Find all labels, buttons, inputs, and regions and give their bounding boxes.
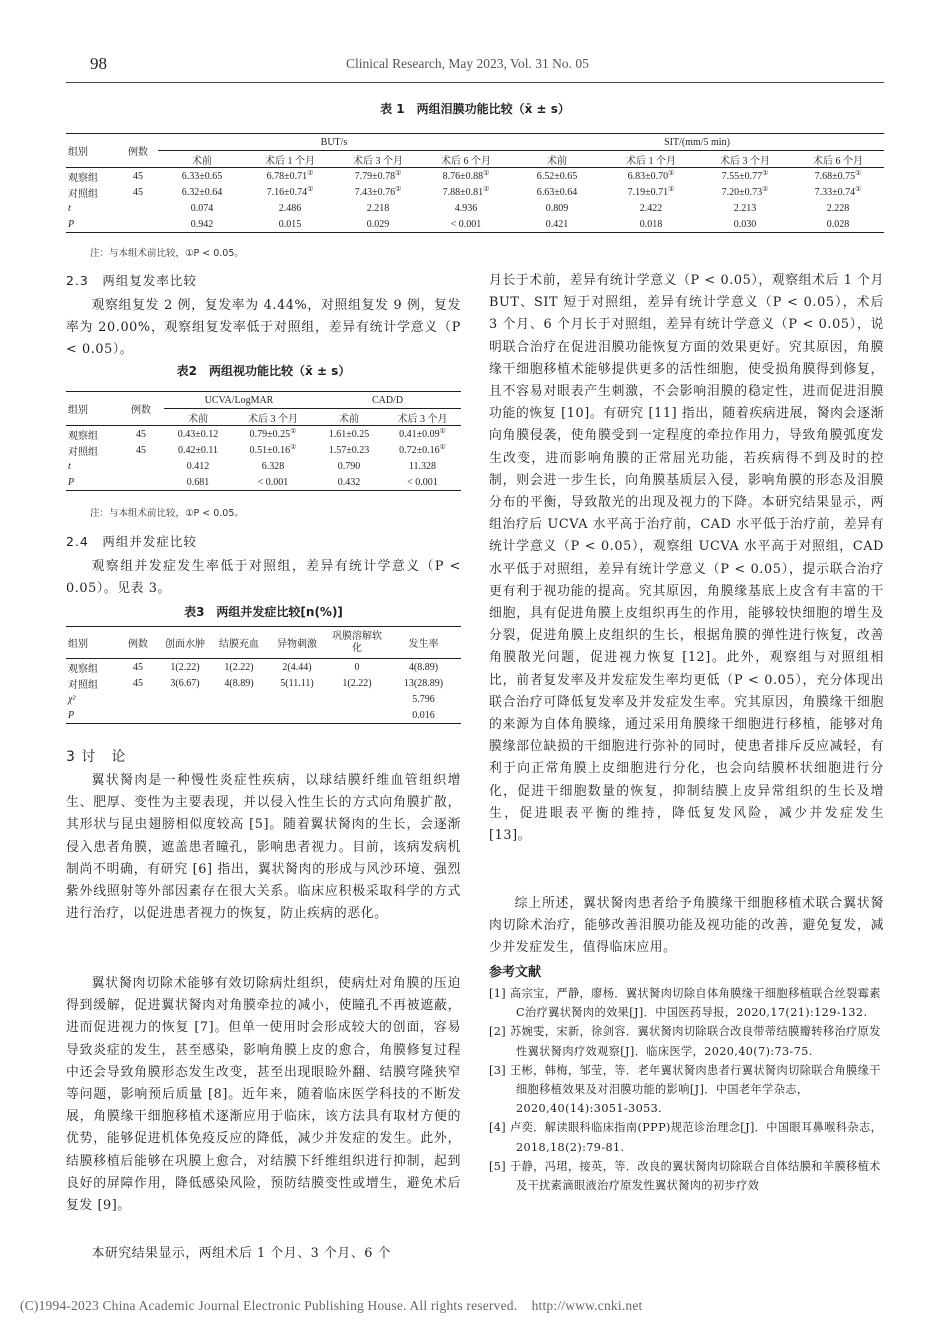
page-number: 98 (90, 54, 107, 73)
table1-cell: 0.074 (190, 202, 214, 214)
table3-cell (118, 691, 158, 707)
value: 0.41±0.09 (399, 428, 440, 440)
table-row (66, 216, 884, 233)
table-row (66, 168, 884, 185)
reference-item: [2] 苏婉雯，宋新，徐剑容．翼状胬肉切除联合改良带蒂结膜瓣转移治疗原发性翼状胬肉疗效观察[J]．临床医学，2020,40(7):73-75. (489, 1025, 881, 1058)
table2-cell: 11.328 (408, 460, 437, 472)
table1-cell (510, 168, 604, 185)
table3-cell (328, 691, 386, 707)
table2-cell: < 0.001 (407, 476, 438, 488)
table3-cell: 5(11.11) (280, 677, 314, 689)
table2-header-n: 例数 (131, 405, 151, 416)
table3-cell: 13(28.89) (403, 677, 444, 689)
table1-cell: 2.218 (366, 202, 390, 214)
value: 6.52±0.65 (536, 170, 578, 182)
table-row (66, 707, 461, 724)
table3-cell: 2(4.44) (282, 661, 312, 673)
table3-cell: χ² (68, 693, 76, 705)
table3-cell (266, 691, 328, 707)
table3-cell (118, 707, 158, 724)
table3-head: 巩膜溶解软化 (332, 630, 382, 654)
mark: ① (307, 168, 314, 177)
table3 (66, 626, 461, 724)
value: 6.32±0.64 (181, 186, 223, 198)
table3-cell (158, 707, 212, 724)
table2-cell (314, 442, 384, 458)
reference-item: [1] 高宗宝，严静，廖杨．翼状胬肉切除自体角膜缘干细胞移植联合丝裂霉素C治疗翼状胬肉的效果[J]．中国医药导报，2020,17(21):129-132. (489, 987, 881, 1020)
table1-note: 注：与本组术前比较，①P < 0.05。 (90, 248, 244, 259)
table2-sub: 术后 3 个月 (397, 413, 448, 425)
value: 6.63±0.64 (536, 186, 578, 198)
reference-item: [4] 卢奕．解读眼科临床指南(PPP)规范诊治理念[J]．中国眼耳鼻喉科杂志，2018,18(2):79-81. (489, 1121, 883, 1154)
mark: ① (439, 442, 446, 451)
conclusion-paragraph: 综上所述，翼状胬肉患者给予角膜缘干细胞移植术联合翼状胬肉切除术治疗，能够改善泪膜功能及视功能的改善，避免复发，减少并发症发生，值得临床应用。 (489, 896, 884, 956)
table1-caption: 表 1 两组泪膜功能比较（x̄ ± s） (380, 102, 570, 116)
table2-cell: < 0.001 (257, 476, 289, 488)
value: 0.51±0.16 (249, 444, 291, 456)
table1-cell (698, 168, 792, 185)
table3-head: 例数 (128, 639, 148, 650)
table2-header-group: 组别 (68, 405, 88, 416)
section-2-4-text: 观察组并发症发生率低于对照组，差异有统计学意义（P < 0.05）。见表 3。 (66, 559, 461, 597)
reference-item: [3] 王彬，韩梅，邹莹，等．老年翼状胬肉患者行翼状胬肉切除联合角膜缘干细胞移植效果及对泪膜功能的影响[J]．中国老年学杂志，2020,40(14):3051-3053. (489, 1063, 881, 1116)
table2-cell: 对照组 (68, 446, 98, 458)
value: 7.19±0.71 (627, 186, 669, 198)
table3-head: 发生率 (408, 639, 439, 650)
discussion-paragraph-3-start: 本研究结果显示，两组术后 1 个月、3 个月、6 个 (91, 1246, 392, 1261)
table1-cell (604, 184, 698, 200)
value: 0.72±0.16 (399, 444, 440, 456)
table1-cell: 0.018 (639, 218, 663, 230)
table3-cell: 4(8.89) (408, 661, 439, 673)
table2-cell (232, 442, 314, 458)
table3-head: 组别 (68, 639, 88, 650)
table1-cell: 0.029 (366, 218, 390, 230)
value: 7.20±0.73 (721, 186, 763, 198)
table1-sub: 术后 3 个月 (353, 155, 403, 167)
mark: ① (855, 184, 862, 193)
table3-cell: 3(6.67) (170, 677, 200, 689)
table1-cell (334, 184, 422, 200)
table3-cell (158, 691, 212, 707)
value: 7.88±0.81 (442, 186, 484, 198)
value: 7.55±0.77 (721, 170, 763, 182)
table-row (66, 184, 884, 200)
table1-header-sit: SIT/(mm/5 min) (510, 134, 884, 151)
table1-cell (792, 168, 884, 185)
table3-cell: 1(2.22) (170, 661, 200, 673)
table1-sub: 术后 1 个月 (626, 155, 676, 167)
table2-cell: P (68, 476, 75, 488)
table2-caption: 表2 两组视功能比较（x̄ ± s） (176, 364, 351, 378)
table1-cell (792, 184, 884, 200)
value: 7.79±0.78 (354, 170, 396, 182)
table3-cell: 45 (133, 661, 143, 673)
mark: ① (483, 168, 490, 177)
table1-cell (698, 184, 792, 200)
mark: ① (290, 426, 297, 435)
table1-cell: 0.030 (733, 218, 757, 230)
table2-sub: 术前 (188, 413, 208, 425)
mark: ① (395, 184, 402, 193)
table2-cell: 0.412 (186, 460, 210, 472)
discussion-paragraph-3-cont: 月长于术前，差异有统计学意义（P < 0.05），观察组术后 1 个月 BUT、SIT 短于对照组，差异有统计学意义（P < 0.05），术后 3 个月、6 个月长于对照组，差异有统计学意义（P < 0.05），说明联合治疗在促进泪膜功能恢复方面的效果更好。究其原因，角膜缘干细胞移植术能够提供更多的活性细胞，使受损角膜得到修复，且不容易对眼表产生刺激，不会影响泪膜的稳定性，进而促进泪膜功能的恢复 [10]。有研究 [11] 指出，随着疾病进展，胬肉会逐渐向角膜侵袭，使角膜受到一定程度的牵拉作用力，导致角膜弧度发生改变，进而影响角膜的正常屈光功能，若疾病得不到及时的控制，则会进一步生长，向角膜基质层入侵，影响角膜的形态及泪膜分布的平衡，导致散光的出现及视力的下降。本研究结果显示，两组治疗后 UCVA 水平高于治疗前，CAD 水平低于治疗前，差异有统计学意义（P < 0.05），观察组 UCVA 水平高于对照组，CAD 水平低于对照组，差异有统计学意义（P < 0.05），提示联合治疗更有利于视功能的提高。究其原因，角膜缘基底上皮含有丰富的干细胞，具有促进角膜上皮组织再生的作用，能够较快细胞的增生及分裂，促进角膜上皮组织的生长，根据角膜的弹性进行恢复，改善角膜散光问题，促进视力恢复 [12]。此外，观察组与对照组相比，前者复发率及并发症发生率均更低（P < 0.05），充分体现出联合治疗可降低复发率及并发症发生率。究其原因，角膜缘干细胞的来源为自体角膜缘，通过采用角膜缘干细胞进行移植，能够对角膜缘部位缺损的干细胞进行弥补的同时，使患者排斥反应减轻，有利于向正常角膜上皮细胞进行分化，也会向结膜杯状细胞进行分化，促进干细胞数量的恢复，抑制结膜上皮异常组织的生长及增生，促进眼表平衡的维持，降低复发风险，减少并发症发生 [13]。 (489, 273, 884, 844)
mark: ① (307, 184, 314, 193)
discussion-paragraph-1: 翼状胬肉是一种慢性炎症性疾病，以球结膜纤维血管组织增生、肥厚、变性为主要表现，并以侵入性生长的方式向角膜扩散，其形状与昆虫翅膀相似度较高 [5]。随着翼状胬肉的生长，会逐渐侵入患者角膜，遮盖患者瞳孔，影响患者视力。目前，该病发病机制尚不明确，有研究 [6] 指出，翼状胬肉的形成与风沙环境、强烈紫外线照射等外部因素存在很大关系。临床应积极采取科学的方式进行治疗，以促进患者视力的恢复，防止疾病的恶化。 (66, 773, 461, 922)
table2-cell (118, 474, 164, 491)
table1-cell (422, 184, 510, 200)
mark: ① (290, 442, 297, 451)
reference-item: [5] 于静，冯珺，接英，等．改良的翼状胬肉切除联合自体结膜和羊膜移植术及干扰素滴眼液治疗原发性翼状胬肉的初步疗效 (489, 1159, 881, 1193)
table1-cell (118, 200, 158, 216)
table3-header (66, 627, 461, 659)
table2-cell: 观察组 (68, 430, 98, 442)
table1-cell: 观察组 (68, 172, 98, 184)
table1-cell: < 0.001 (450, 218, 482, 230)
value: 7.43±0.76 (354, 186, 396, 198)
value: 7.33±0.74 (814, 186, 856, 198)
table2-cell: t (68, 460, 71, 472)
table2 (66, 391, 461, 491)
table1-sub: 术前 (547, 155, 567, 167)
section-2-3-title: 2.3 两组复发率比较 (66, 273, 197, 288)
table2-cell: 45 (136, 444, 146, 456)
table1-cell: 2.422 (639, 202, 663, 214)
table1-cell: 0.421 (545, 218, 569, 230)
table3-cell: 对照组 (68, 679, 98, 691)
table3-cell: 45 (133, 677, 143, 689)
mark: ① (668, 168, 675, 177)
table-row (66, 474, 461, 491)
mark: ① (439, 426, 446, 435)
table2-cell: 0.681 (186, 476, 210, 488)
journal-header: Clinical Research, May 2023, Vol. 31 No. 05 (346, 56, 589, 71)
table1-cell (510, 184, 604, 200)
table-row (66, 691, 461, 707)
table3-head: 异物刺激 (277, 639, 317, 650)
value: 1.61±0.25 (328, 428, 370, 440)
table1 (66, 133, 884, 233)
table2-cell: 45 (136, 428, 146, 440)
table2-cell (164, 426, 232, 443)
table3-cell: 4(8.89) (224, 677, 254, 689)
mark: ① (483, 184, 490, 193)
value: 7.16±0.74 (266, 186, 308, 198)
table2-sub: 术后 3 个月 (248, 413, 298, 425)
table3-head: 创面水肿 (165, 639, 205, 650)
value: 0.79±0.25 (249, 428, 291, 440)
table1-header-n: 例数 (128, 147, 148, 158)
table1-cell: 4.936 (454, 202, 478, 214)
table1-cell: 0.942 (190, 218, 214, 230)
table1-cell (246, 168, 334, 185)
table1-cell: 对照组 (68, 188, 98, 200)
table1-cell: P (68, 218, 75, 230)
value: 6.83±0.70 (627, 170, 669, 182)
table2-cell (164, 442, 232, 458)
mark: ① (762, 184, 769, 193)
value: 6.33±0.65 (181, 170, 223, 182)
table1-cell: 2.213 (733, 202, 757, 214)
table3-cell (266, 707, 328, 724)
mark: ① (668, 184, 675, 193)
table-row (66, 458, 461, 474)
header-rule (66, 82, 884, 83)
value: 8.76±0.88 (442, 170, 484, 182)
table1-cell: t (68, 202, 71, 214)
table3-cell: 5.796 (412, 693, 435, 705)
table2-note: 注：与本组术前比较，①P < 0.05。 (90, 508, 244, 519)
value: 1.57±0.23 (328, 444, 370, 456)
table3-cell (212, 691, 266, 707)
table1-cell (422, 168, 510, 185)
mark: ① (762, 168, 769, 177)
table1-cell: 0.809 (545, 202, 569, 214)
mark: ① (855, 168, 862, 177)
value: 0.43±0.12 (177, 428, 219, 440)
table1-sub: 术后 1 个月 (265, 155, 315, 167)
table1-cell (158, 168, 246, 185)
table2-cell (118, 458, 164, 474)
table1-cell (158, 184, 246, 200)
value: 7.68±0.75 (814, 170, 856, 182)
table2-cell (314, 426, 384, 443)
table3-cell: P (68, 709, 75, 721)
value: 6.78±0.71 (266, 170, 308, 182)
table1-cell (604, 168, 698, 185)
table1-cell: 0.015 (278, 218, 302, 230)
table-row (66, 442, 461, 458)
table3-cell: 0 (354, 661, 360, 673)
table2-header-ucva: UCVA/LogMAR (164, 392, 314, 409)
table2-header-cad: CAD/D (314, 392, 461, 409)
table1-sub: 术后 3 个月 (720, 155, 770, 167)
table2-cell: 0.432 (337, 476, 361, 488)
mark: ① (395, 168, 402, 177)
table1-header-but: BUT/s (158, 134, 510, 151)
section-2-3-text: 观察组复发 2 例，复发率为 4.44%，对照组复发 9 例，复发率为 20.00%，观察组复发率低于对照组，差异有统计学意义（P < 0.05）。 (66, 298, 461, 358)
table1-cell: 45 (133, 170, 143, 182)
table1-cell: 0.028 (826, 218, 850, 230)
table2-cell (384, 442, 461, 458)
table-row (66, 200, 884, 216)
table-row (66, 675, 461, 691)
table2-cell: 0.790 (337, 460, 361, 472)
table1-header-group: 组别 (68, 147, 88, 158)
references-title: 参考文献 (489, 965, 542, 980)
table3-cell: 1(2.22) (224, 661, 254, 673)
copyright-footer: (C)1994-2023 China Academic Journal Electronic Publishing House. All rights reserved. http://www.cnki.net (20, 1298, 643, 1313)
table1-cell: 2.486 (278, 202, 302, 214)
table2-cell: 6.328 (261, 460, 285, 472)
table1-sub: 术后 6 个月 (813, 155, 863, 167)
section-3-title: 3 讨 论 (66, 749, 127, 765)
table1-cell (334, 168, 422, 185)
table3-cell: 观察组 (68, 663, 98, 675)
table3-cell: 1(2.22) (342, 677, 372, 689)
table3-cell: 0.016 (412, 709, 435, 721)
table2-cell (232, 426, 314, 443)
table1-sub: 术后 6 个月 (441, 155, 491, 167)
table1-cell: 2.228 (826, 202, 850, 214)
table1-subheader (66, 151, 884, 168)
reference-list (489, 984, 884, 1195)
table3-cell (328, 707, 386, 724)
table1-sub: 术前 (192, 155, 212, 167)
table2-cell (384, 426, 461, 443)
table-row (66, 426, 461, 443)
table1-cell (246, 184, 334, 200)
table3-head: 结膜充血 (219, 639, 259, 650)
discussion-paragraph-2: 翼状胬肉切除术能够有效切除病灶组织，使病灶对角膜的压迫得到缓解，促进翼状胬肉对角膜牵拉的减小，使瞳孔不再被遮蔽，进而促进视力的恢复 [7]。但单一使用时会形成较大的创面，容易导致炎症的发生，甚至感染，影响角膜上皮的愈合，角膜修复过程中还会导致角膜形态发生改变，甚至出现眼睑外翻、结膜穹隆狭窄等问题，影响预后质量 [8]。近年来，随着临床医学科技的不断发展，角膜缘干细胞移植术逐渐应用于临床，该方法具有取材方便的优势，能够促进机体免疫反应的降低，减少并发症的发生。此外，结膜移植后能够在巩膜上愈合，对结膜下纤维组织进行抑制，起到良好的屏障作用，降低感染风险，预防结膜变性或增生，避免术后复发 [9]。 (66, 976, 461, 1214)
table1-cell: 45 (133, 186, 143, 198)
table3-cell (212, 707, 266, 724)
table1-cell (118, 216, 158, 233)
table2-sub: 术前 (339, 413, 359, 425)
value: 0.42±0.11 (177, 444, 219, 456)
section-2-4-title: 2.4 两组并发症比较 (66, 534, 197, 549)
table3-caption: 表3 两组并发症比较[n(%)] (184, 605, 343, 619)
table-row (66, 659, 461, 676)
